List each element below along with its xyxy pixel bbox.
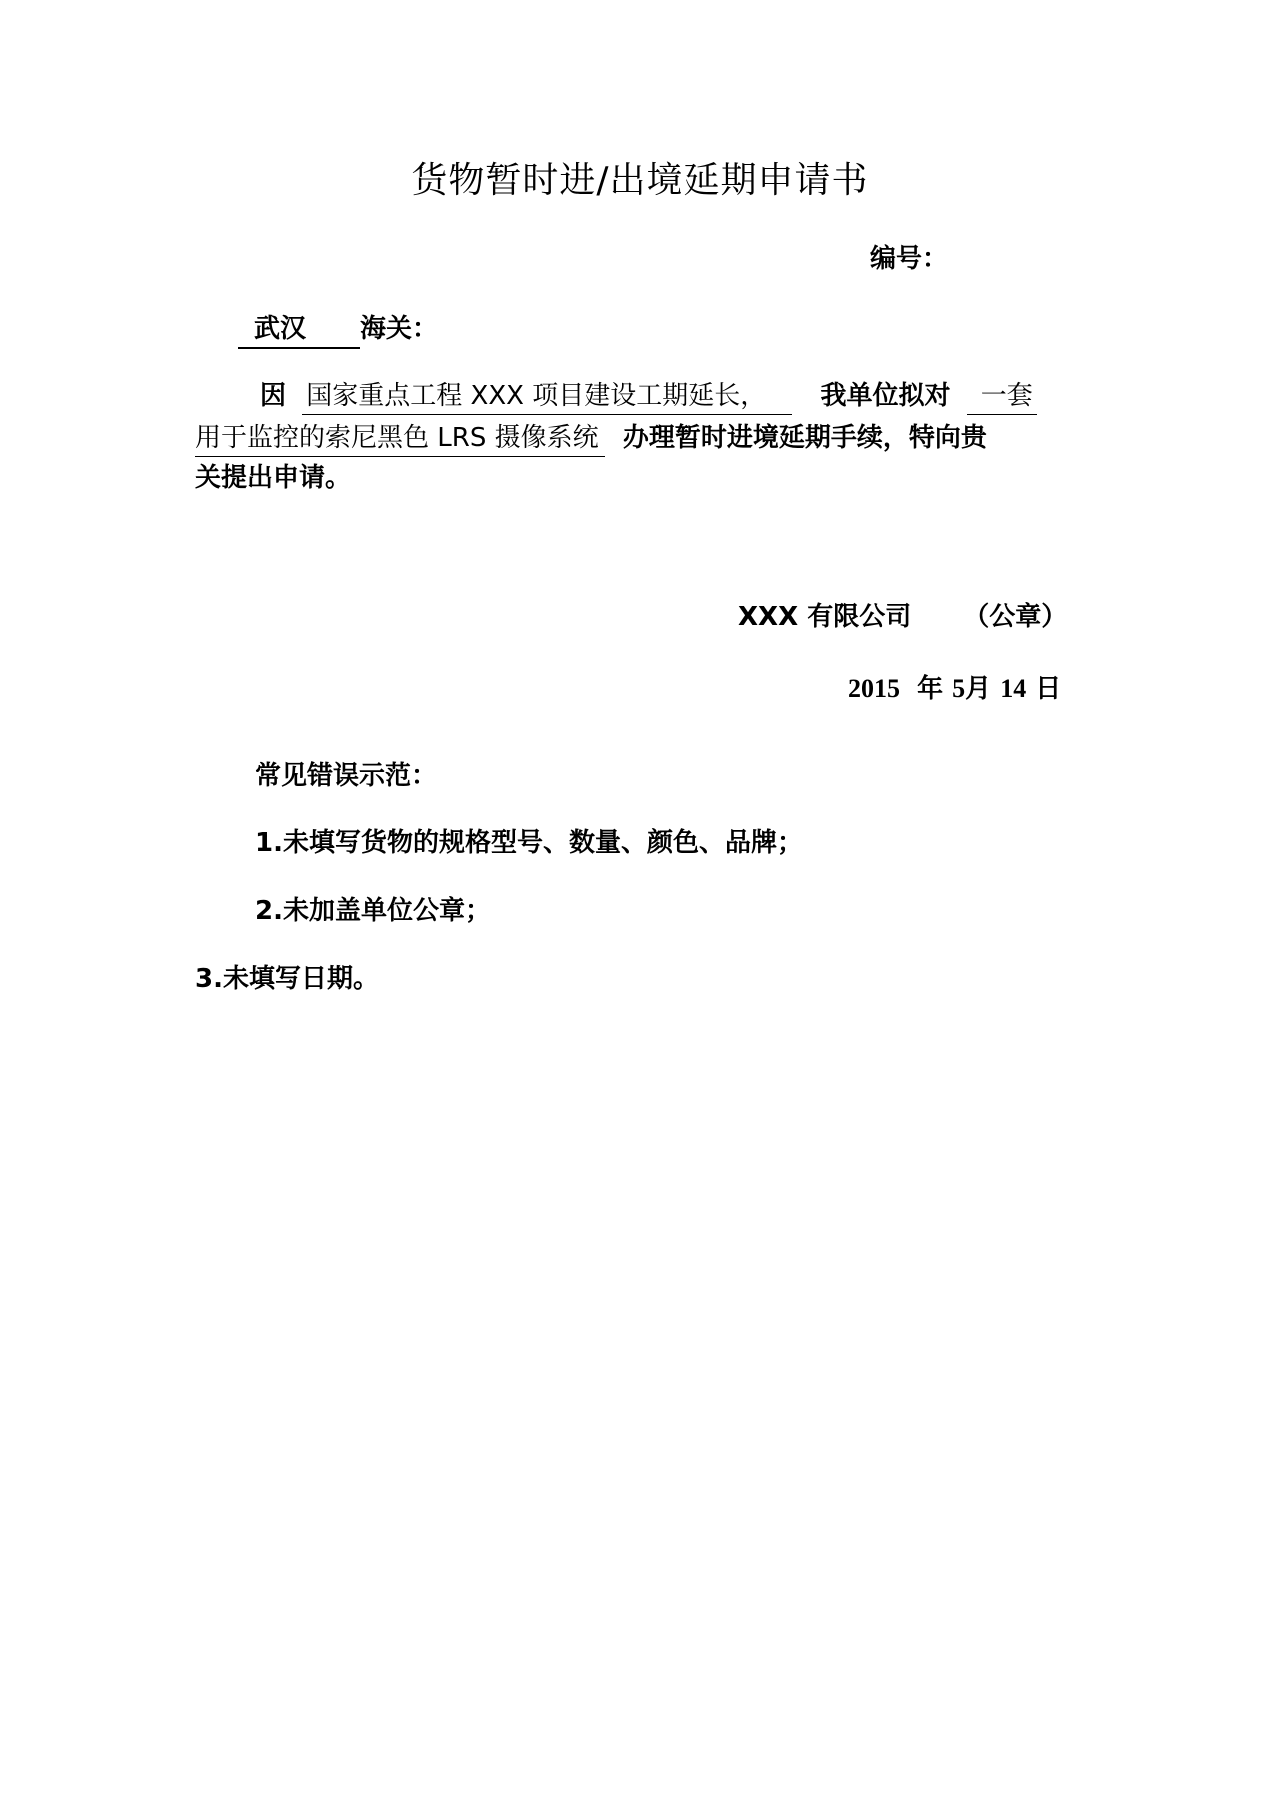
- date-day-unit: 日: [1035, 674, 1062, 704]
- body-line-2: [195, 420, 987, 457]
- body-closing: 关提出申请。: [195, 463, 352, 493]
- body-middle: 我单位拟对: [820, 381, 951, 411]
- serial-number-label: 编号：: [870, 244, 949, 274]
- note-item-3: 3.未填写日期。: [195, 964, 379, 994]
- customs-city-field: 武汉: [238, 308, 360, 349]
- signature-line: [738, 596, 1067, 633]
- body-action: 办理暂时进境延期手续，特向贵: [622, 423, 987, 453]
- document-title: 货物暂时进/出境延期申请书: [411, 160, 869, 201]
- date-day: 14: [1000, 674, 1027, 703]
- date-month-unit: 月: [965, 674, 992, 704]
- notes-heading: 常见错误示范：: [255, 761, 438, 791]
- date-year: 2015: [848, 674, 900, 703]
- item-field-part2: 用于监控的索尼黑色 LRS 摄像系统: [195, 420, 605, 457]
- addressee-line: [238, 308, 438, 349]
- body-prefix: 因: [260, 381, 287, 411]
- reason-field: 国家重点工程 XXX 项目建设工期延长，: [302, 378, 792, 415]
- company-name: XXX 有限公司: [738, 602, 912, 632]
- body-line-1: [260, 378, 1037, 415]
- customs-suffix: 海关：: [360, 314, 439, 344]
- note-item-2: 2.未加盖单位公章；: [255, 896, 491, 926]
- date-month: 5: [952, 674, 966, 703]
- item-field-part1: 一套: [967, 378, 1037, 415]
- date-year-unit: 年: [917, 674, 944, 704]
- note-item-1: 1.未填写货物的规格型号、数量、颜色、品牌；: [255, 828, 803, 858]
- seal-label: （公章）: [963, 602, 1068, 632]
- date-line: [848, 668, 1061, 705]
